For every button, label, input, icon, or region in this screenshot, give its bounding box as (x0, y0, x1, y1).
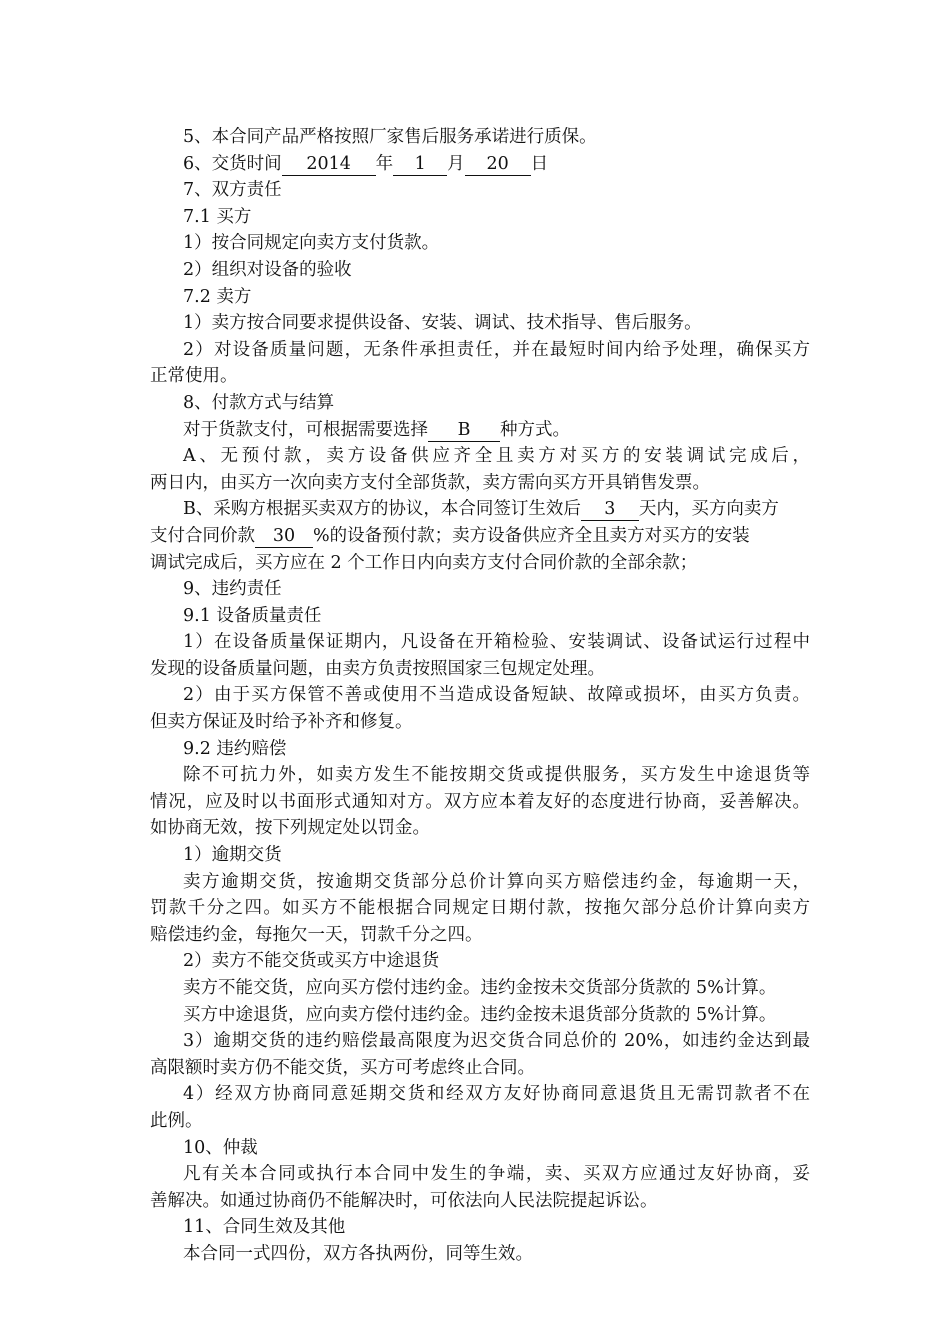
section-7-heading: 7、双方责任 (183, 180, 282, 201)
contract-page (150, 124, 810, 1268)
non-delivery-line-1: 卖方不能交货，应向买方偿付违约金。违约金按未交货部分货款的 5%计算。 (183, 978, 777, 998)
seller-duty-1: 1）卖方按合同要求提供设备、安装、调试、技术指导、售后服务。 (183, 313, 702, 334)
option-b-line-1 (150, 496, 810, 523)
option-b-prefix: B、采购方根据买卖双方的协议，本合同签订生效后 (183, 499, 581, 520)
percent-sign: % (313, 525, 330, 546)
delivery-month-field: 1 (393, 153, 447, 176)
section-9-heading: 9、违约责任 (183, 579, 282, 600)
quality-item-2-line-1: 2）由于买方保管不善或使用不当造成设备短缺、故障或损坏，由买方负责。 (183, 685, 810, 706)
copies-line: 本合同一式四份，双方各执两份，同等生效。 (183, 1243, 533, 1264)
compensation-line-1: 除不可抗力外，如卖方发生不能按期交货或提供服务，买方发生中途退货等 (183, 765, 810, 786)
delivery-date-label: 6、交货时间 (183, 153, 282, 174)
prepay-days-field: 3 (581, 498, 639, 521)
prepay-prefix: 支付合同价款 (150, 525, 255, 546)
subsection-7-1-heading: 7.1 买方 (183, 206, 252, 227)
buyer-duty-1: 1）按合同规定向卖方支付货款。 (183, 233, 440, 254)
clause-6-delivery-date (150, 151, 810, 178)
late-delivery-line-2: 罚款千分之四。如买方不能根据合同规定日期付款，按拖欠部分总价计算向卖方 (150, 898, 810, 919)
compensation-line-2: 情况，应及时以书面形式通知对方。双方应本着友好的态度进行协商，妥善解决。 (150, 791, 810, 812)
quality-item-2-line-2: 但卖方保证及时给予补齐和修复。 (150, 712, 413, 733)
compensation-line-3: 如协商无效，按下列规定处以罚金。 (150, 818, 430, 839)
return-line-1: 买方中途退货，应向卖方偿付违约金。违约金按未退货部分货款的 5%计算。 (183, 1004, 777, 1025)
payment-choice-field: B (428, 419, 500, 442)
late-delivery-heading: 1）逾期交货 (183, 845, 282, 866)
subsection-7-2-heading: 7.2 卖方 (183, 286, 252, 307)
subsection-9-2-heading: 9.2 违约赔偿 (183, 738, 287, 759)
month-unit: 月 (447, 153, 465, 174)
option-b-line-2 (150, 523, 810, 550)
delivery-day-field: 20 (465, 153, 531, 176)
penalty-cap-line-2: 高限额时卖方仍不能交货，买方可考虑终止合同。 (150, 1057, 535, 1078)
arbitration-line-1: 凡有关本合同或执行本合同中发生的争端，卖、买双方应通过友好协商，妥 (183, 1164, 810, 1185)
quality-item-1-line-1: 1）在设备质量保证期内，凡设备在开箱检验、安装调试、设备试运行过程中 (183, 632, 810, 653)
option-a-line-1: A、无预付款，卖方设备供应齐全且卖方对买方的安装调试完成后， (183, 446, 810, 467)
delivery-year-field: 2014 (282, 153, 376, 176)
prepay-percent-field: 30 (255, 525, 313, 548)
non-delivery-heading: 2）卖方不能交货或买方中途退货 (183, 951, 440, 972)
payment-choice-line (150, 417, 810, 444)
buyer-duty-2: 2）组织对设备的验收 (183, 259, 352, 280)
option-a-line-2: 两日内，由买方一次向卖方支付全部货款，卖方需向买方开具销售发票。 (150, 472, 710, 493)
day-unit: 日 (530, 153, 549, 174)
seller-duty-2-line-1: 2）对设备质量问题，无条件承担责任，并在最短时间内给予处理，确保买方 (183, 339, 810, 360)
arbitration-line-2: 善解决。如通过协商仍不能解决时，可依法向人民法院提起诉讼。 (150, 1190, 658, 1211)
penalty-cap-line-1: 3）逾期交货的违约赔偿最高限度为迟交货合同总价的 20%，如违约金达到最 (183, 1031, 810, 1052)
section-10-heading: 10、仲裁 (183, 1137, 258, 1158)
seller-duty-2-line-2: 正常使用。 (150, 366, 238, 387)
option-b-line-3: 调试完成后，买方应在 2 个工作日内向卖方支付合同价款的全部余款； (150, 552, 698, 573)
late-delivery-line-1: 卖方逾期交货，按逾期交货部分总价计算向买方赔偿违约金，每逾期一天， (183, 871, 810, 892)
clause-5-warranty: 5、本合同产品严格按照厂家售后服务承诺进行质保。 (183, 127, 597, 147)
quality-item-1-line-2: 发现的设备质量问题，由卖方负责按照国家三包规定处理。 (150, 658, 605, 679)
section-8-heading: 8、付款方式与结算 (183, 392, 335, 413)
year-unit: 年 (375, 153, 394, 174)
exemption-line-1: 4）经双方协商同意延期交货和经双方友好协商同意退货且无需罚款者不在 (183, 1084, 810, 1105)
payment-choice-suffix: 种方式。 (500, 419, 570, 440)
option-b-suffix: 天内，买方向卖方 (638, 499, 779, 520)
exemption-line-2: 此例。 (150, 1110, 203, 1131)
late-delivery-line-3: 赔偿违约金，每拖欠一天，罚款千分之四。 (150, 924, 483, 945)
payment-choice-prefix: 对于货款支付，可根据需要选择 (183, 419, 428, 440)
section-11-heading: 11、合同生效及其他 (183, 1217, 346, 1238)
prepay-suffix: 的设备预付款；卖方设备供应齐全且卖方对买方的安装 (329, 525, 750, 546)
subsection-9-1-heading: 9.1 设备质量责任 (183, 605, 322, 626)
